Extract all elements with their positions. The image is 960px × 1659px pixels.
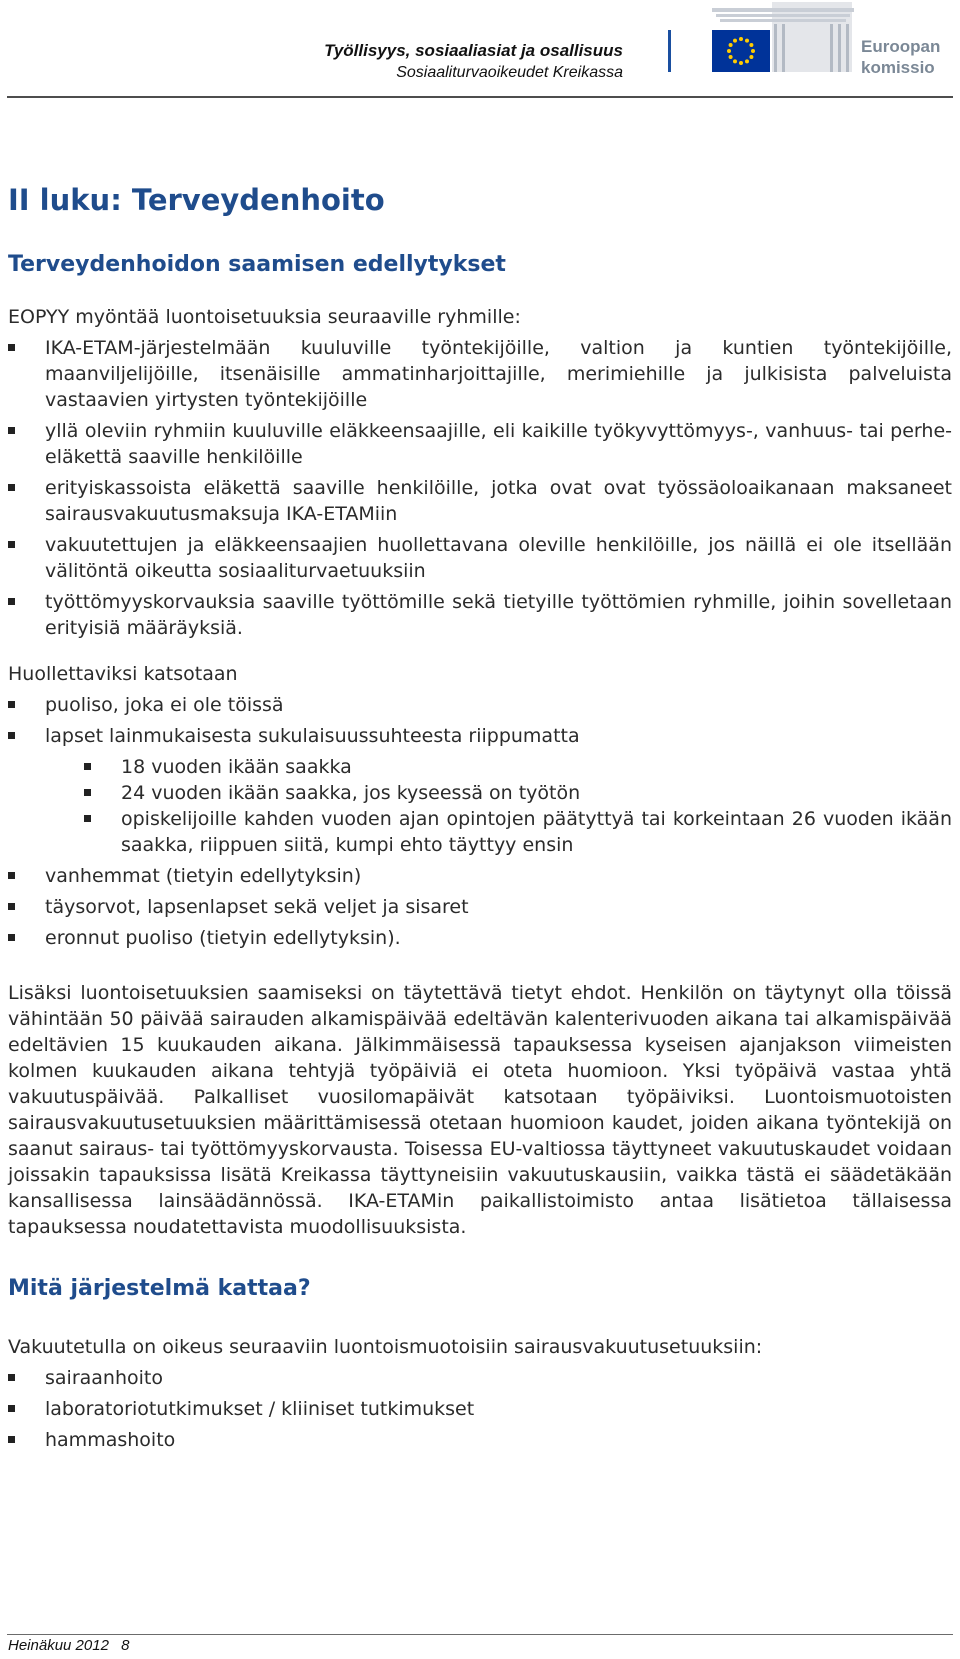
logo-wordmark: Euroopan komissio [861,37,941,77]
header-divider [668,30,671,72]
list-item: täysorvot, lapsenlapset sekä veljet ja sisaret [8,894,952,920]
eligibility-intro: EOPYY myöntää luontoisetuuksia seuraaville ryhmille: [8,306,521,328]
list-item: IKA-ETAM-järjestelmään kuuluville työntekijöille, valtion ja kuntien työntekijöille, maanviljelijöille, itsenäisille ammatinharjoittajille, merimiehille ja julkisista palveluista vastaavien yirtysten työntekijöille [8,335,952,413]
list-item: hammashoito [8,1427,952,1453]
header-rule [7,96,953,98]
dependants-list-continued [8,863,952,951]
list-item: laboratoriotutkimukset / kliiniset tutkimukset [8,1396,952,1422]
chapter-title: II luku: Terveydenhoito [8,183,385,217]
list-item: puoliso, joka ei ole töissä [8,692,952,718]
children-conditions-list [84,754,952,858]
list-item: yllä oleviin ryhmiin kuuluville eläkkeensaajille, eli kaikille työkyvyttömyys-, vanhuus- tai perhe-eläkettä saaville henkilöille [8,418,952,470]
eu-flag-icon [712,30,770,72]
list-item: sairaanhoito [8,1365,952,1391]
dependants-list [8,692,952,749]
conditions-paragraph: Lisäksi luontoisetuuksien saamiseksi on täytettävä tietyt ehdot. Henkilön on täytynyt olla töissä vähintään 50 päivää sairauden alkamispäivää edeltävän kalenterivuoden aikana tai alkamispäivää edeltävien 15 kuukauden aikana. Jälkimmäisessä tapauksessa kyseisen ajanjakson viimeisten kolmen kuukauden aikana tehtyjä työpäiviä ei oteta huomioon. Yksi työpäivä vastaa yhtä vakuutuspäivää. Palkalliset vuosilomapäivät katsotaan työpäiviksi. Luontoismuotoisten sairausvakuutusetuuksien määrittämisessä otetaan huomioon kaudet, joiden aikana työntekijä on saanut sairaus- tai työttömyyskorvausta. Toisessa EU-valtiossa täyttyneet vakuutuskaudet voidaan joissakin tapauksissa lisätä Kreikassa täyttyneisiin vakuutuskausiin, vaikka tästä ei säädetäkään kansallisessa lainsäädännössä. IKA-ETAMin paikallistoimisto antaa lisätietoa tällaisessa tapauksessa noudatettavista muodollisuuksista. [8,982,952,1238]
list-item: opiskelijoille kahden vuoden ajan opintojen päätyttyä tai korkeintaan 26 vuoden ikään saakka, riippuen siitä, kumpi ehto täyttyy ensin [84,806,952,858]
list-item: vakuutettujen ja eläkkeensaajien huollettavana oleville henkilöille, jos näillä ei ole itsellään välitöntä oikeutta sosiaaliturvaetuuksiin [8,532,952,584]
header-text [324,40,623,84]
dependants-intro: Huollettaviksi katsotaan [8,663,238,685]
footer-rule [7,1634,953,1635]
header-directorate: Työllisyys, sosiaaliasiat ja osallisuus [324,41,623,60]
page-body [8,180,952,1453]
list-item: työttömyyskorvauksia saaville työttömille sekä tietyille työttömien ryhmille, joihin sovelletaan erityisiä määräyksiä. [8,589,952,641]
eligible-groups-list [8,335,952,641]
footer-date: Heinäkuu 2012 [8,1637,109,1654]
benefits-list [8,1365,952,1453]
coverage-intro: Vakuutetulla on oikeus seuraaviin luontoismuotoisiin sairausvakuutusetuuksiin: [8,1336,763,1358]
footer-page-number: 8 [121,1637,130,1654]
list-item: 18 vuoden ikään saakka [84,754,952,780]
header-document-title: Sosiaaliturvaoikeudet Kreikassa [396,64,623,81]
list-item: 24 vuoden ikään saakka, jos kyseessä on työtön [84,780,952,806]
page-header [0,0,960,98]
list-item: eronnut puoliso (tietyin edellytyksin). [8,925,952,951]
section-title-conditions: Terveydenhoidon saamisen edellytykset [8,252,506,277]
page-footer [8,1637,129,1655]
list-item: erityiskassoista eläkettä saaville henkilöille, jotka ovat ovat työssäoloaikanaan maksaneet sairausvakuutusmaksuja IKA-ETAMiin [8,475,952,527]
eu-commission-logo [712,2,854,82]
list-item: vanhemmat (tietyin edellytyksin) [8,863,952,889]
section-title-coverage: Mitä järjestelmä kattaa? [8,1276,311,1301]
list-item: lapset lainmukaisesta sukulaisuussuhteesta riippumatta [8,723,952,749]
